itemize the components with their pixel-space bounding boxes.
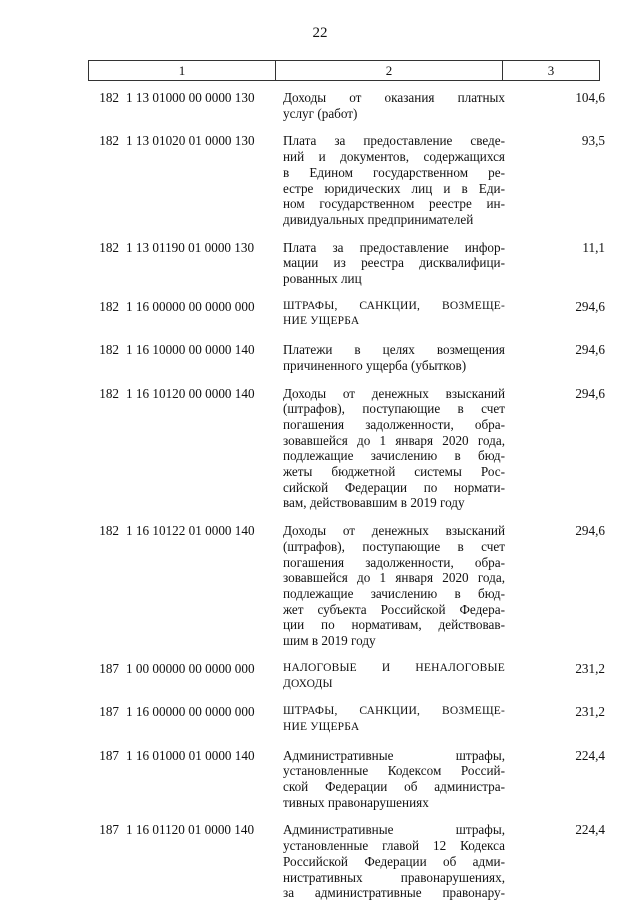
revenue-name-line: установленные главой 12 Кодекса (283, 838, 505, 854)
revenue-name-line: Доходы от денежных взысканий (283, 385, 505, 401)
revenue-name-line: Доходы от денежных взысканий (283, 523, 505, 539)
revenue-name-line: зовавшейся до 1 января 2020 года, (283, 570, 505, 586)
revenue-name (283, 299, 505, 330)
table-row (0, 661, 640, 692)
budget-classification-code: 1 13 01190 01 0000 130 (126, 239, 255, 255)
revenue-name-line: Российской Федерации об адми- (283, 853, 505, 869)
header-col-3: 3 (547, 62, 555, 78)
revenue-name-line: Плата за предоставление инфор- (283, 239, 505, 255)
budget-classification-code: 1 00 00000 00 0000 000 (126, 660, 255, 676)
revenue-name-line: ШТРАФЫ, САНКЦИИ, ВОЗМЕЩЕ- (283, 705, 505, 718)
revenue-name-line: нистративных правонарушениях, (283, 869, 505, 885)
revenue-name-line: Платежи в целях возмещения (283, 342, 505, 358)
revenue-name-line: (штрафов), поступающие в счет (283, 538, 505, 554)
revenue-name-line: жеты бюджетной системы Рос- (283, 464, 505, 480)
revenue-name-line: мации из реестра дисквалифици- (283, 255, 505, 271)
revenue-name-line: Доходы от оказания платных (283, 90, 505, 105)
amount-value: 93,5 (581, 133, 605, 149)
amount-value: 294,6 (575, 523, 605, 539)
revenue-name-line: услуг (работ) (283, 105, 358, 121)
budget-classification-code: 1 16 01120 01 0000 140 (126, 822, 255, 838)
table-row (0, 822, 640, 901)
revenue-name-line: зовавшейся до 1 января 2020 года, (283, 432, 505, 448)
revenue-name (283, 386, 505, 512)
revenue-name-line: рованных лиц (283, 271, 362, 287)
revenue-name-line: ции по нормативам, действовав- (283, 617, 505, 633)
revenue-name-line: НАЛОГОВЫЕ И НЕНАЛОГОВЫЕ (283, 661, 505, 674)
revenue-name (283, 133, 505, 227)
amount-value: 104,6 (575, 90, 605, 105)
revenue-name (283, 90, 505, 121)
budget-classification-code: 1 16 00000 00 0000 000 (126, 704, 255, 720)
revenue-name-line: ДОХОДЫ (283, 677, 333, 690)
revenue-name-line: Плата за предоставление сведе- (283, 133, 505, 149)
revenue-name-line: установленные Кодексом Россий- (283, 763, 505, 779)
revenue-name (283, 523, 505, 649)
revenue-name (283, 748, 505, 811)
admin-code: 182 (99, 90, 119, 105)
budget-classification-code: 1 13 01000 00 0000 130 (126, 90, 255, 105)
revenue-name-line: НИЕ УЩЕРБА (283, 315, 360, 328)
table-row (0, 133, 640, 227)
revenue-name (283, 240, 505, 287)
revenue-name-line: ской Федерации об администра- (283, 779, 505, 795)
revenue-name-line: вам, действовавшим в 2019 году (283, 495, 465, 511)
table-row (0, 342, 640, 373)
budget-classification-code: 1 16 10120 00 0000 140 (126, 385, 255, 401)
budget-classification-code: 1 16 10000 00 0000 140 (126, 342, 255, 358)
revenue-name-line: жет субъекта Российской Федера- (283, 601, 505, 617)
budget-classification-code: 1 16 10122 01 0000 140 (126, 523, 255, 539)
admin-code: 182 (99, 523, 119, 539)
amount-value: 224,4 (575, 747, 605, 763)
revenue-name (283, 661, 505, 692)
revenue-name-line: причиненного ущерба (убытков) (283, 357, 467, 373)
admin-code: 182 (99, 385, 119, 401)
header-col-1: 1 (89, 61, 276, 80)
revenue-name-line: ШТРАФЫ, САНКЦИИ, ВОЗМЕЩЕ- (283, 299, 505, 312)
revenue-name-line: подлежащие зачислению в бюд- (283, 448, 505, 464)
revenue-name-line: за административные правонару- (283, 885, 505, 901)
table-header (88, 60, 600, 81)
admin-code: 187 (99, 747, 119, 763)
table-row (0, 386, 640, 512)
revenue-name-line: дивидуальных предпринимателей (283, 211, 474, 227)
amount-value: 224,4 (575, 822, 605, 838)
amount-value: 294,6 (575, 385, 605, 401)
budget-classification-code: 1 16 00000 00 0000 000 (126, 298, 255, 314)
admin-code: 187 (99, 822, 119, 838)
amount-value: 11,1 (582, 239, 605, 255)
revenue-name-line: (штрафов), поступающие в счет (283, 401, 505, 417)
revenue-name-line: Административные штрафы, (283, 747, 505, 763)
revenue-name-line: ний и документов, содержащихся (283, 149, 505, 165)
admin-code: 182 (99, 239, 119, 255)
admin-code: 182 (99, 133, 119, 149)
amount-value: 294,6 (575, 298, 605, 314)
admin-code: 187 (99, 704, 119, 720)
revenue-name-line: погашения задолженности, обра- (283, 554, 505, 570)
table-row (0, 240, 640, 287)
revenue-name (283, 822, 505, 901)
amount-value: 294,6 (575, 342, 605, 358)
budget-classification-code: 1 13 01020 01 0000 130 (126, 133, 255, 149)
amount-value: 231,2 (575, 660, 605, 676)
admin-code: 187 (99, 660, 119, 676)
budget-classification-code: 1 16 01000 01 0000 140 (126, 747, 255, 763)
admin-code: 182 (99, 342, 119, 358)
revenue-name (283, 342, 505, 373)
header-col-2: 2 (276, 61, 503, 80)
admin-code: 182 (99, 298, 119, 314)
revenue-name-line: Административные штрафы, (283, 822, 505, 838)
revenue-name-line: естре юридических лиц и в Еди- (283, 180, 505, 196)
revenue-name-line: НИЕ УЩЕРБА (283, 720, 360, 733)
table-row (0, 704, 640, 735)
amount-value: 231,2 (575, 704, 605, 720)
table-row (0, 523, 640, 649)
revenue-name-line: шим в 2019 году (283, 633, 376, 649)
revenue-name-line: сийской Федерации по нормати- (283, 479, 505, 495)
revenue-name-line: ном государственном реестре ин- (283, 196, 505, 212)
page-number: 22 (312, 25, 328, 41)
table-row (0, 299, 640, 330)
table-row (0, 748, 640, 811)
revenue-name-line: подлежащие зачислению в бюд- (283, 585, 505, 601)
revenue-name-line: тивных правонарушениях (283, 794, 429, 810)
revenue-name (283, 704, 505, 735)
revenue-name-line: в Едином государственном ре- (283, 164, 505, 180)
table-row (0, 90, 640, 121)
table-body (0, 90, 640, 913)
revenue-name-line: погашения задолженности, обра- (283, 416, 505, 432)
